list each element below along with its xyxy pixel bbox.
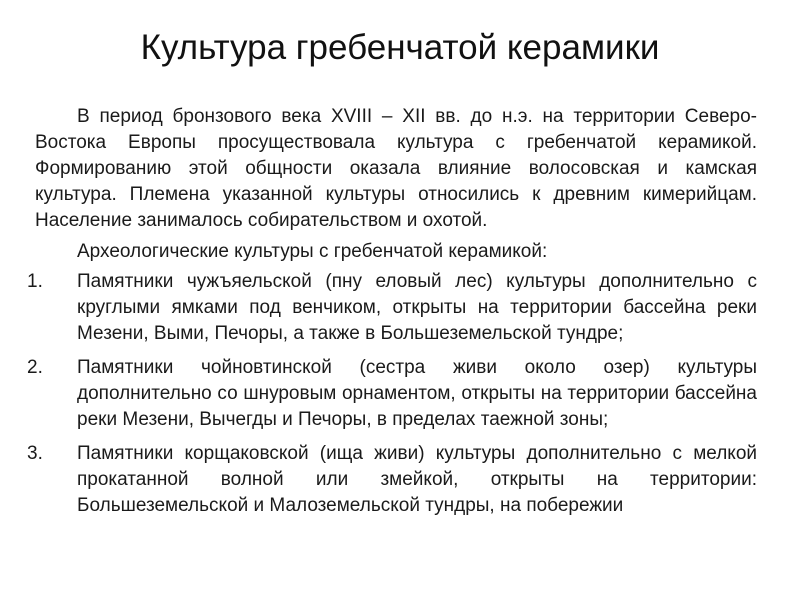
list-item-text: Памятники корщаковской (ища живи) культуры дополнительно с мелкой прокатанной волной или змейкой, открыты на территории: Большеземельской и Малоземельской тундры, на побережии xyxy=(77,443,757,516)
list-item-number: 1. xyxy=(27,271,43,292)
culture-list xyxy=(27,269,757,519)
list-item-number: 2. xyxy=(27,357,43,378)
list-item-number: 3. xyxy=(27,443,43,464)
list-item xyxy=(27,355,757,433)
list-item-text: Памятники чужъяельской (пну еловый лес) культуры дополнительно с круглыми ямками под венчиком, открыты на территории бассейна реки Мезени, Выми, Печоры, а также в Большеземельской тундре; xyxy=(77,271,757,344)
list-item-text: Памятники чойновтинской (сестра живи около озер) культуры дополнительно со шнуровым орнаментом, открыты на территории бассейна реки Мезени, Вычегды и Печоры, в пределах таежной зоны; xyxy=(77,357,757,430)
list-intro: Археологические культуры с гребенчатой керамикой: xyxy=(77,241,548,262)
slide-body xyxy=(27,104,757,527)
list-item xyxy=(27,441,757,519)
list-item xyxy=(27,269,757,347)
slide-title: Культура гребенчатой керамики xyxy=(140,28,660,67)
intro-paragraph: В период бронзового века XVIII – XII вв. до н.э. на территории Северо-Востока Европы просуществовала культура с гребенчатой керамикой. Формированию этой общности оказала влияние волосовская и камская культура. Племена указанной культуры относились к древним кимерийцам. Население занималось собирательством и охотой. xyxy=(35,106,757,231)
